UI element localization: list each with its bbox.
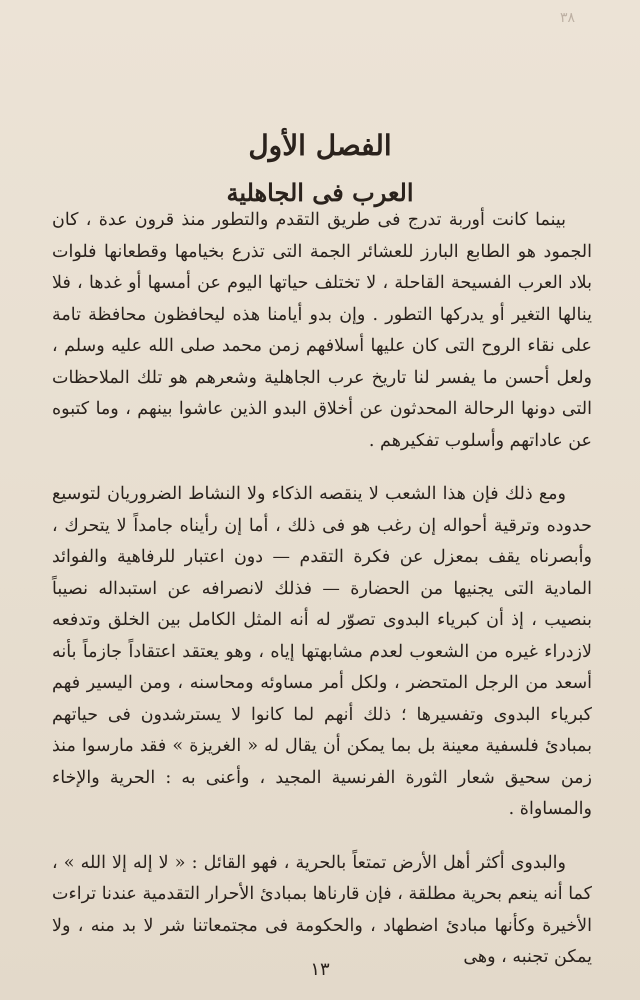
body-text bbox=[52, 205, 592, 974]
paragraph-2: ومع ذلك فإن هذا الشعب لا ينقصه الذكاء ولا النشاط الضروريان لتوسيع حدوده وترقية أحواله إن رغب هو فى ذلك ، أما إن رأيناه جامداً لا يتحرك ، وأبصرناه يقف بمعزل عن فكرة التقدم — دون اعتبار للرفاهية والفوائد المادية التى يجنيها من الحضارة — فذلك لانصرافه عن استبداله نصيباً بنصيب ، إذ أن كبرياء البدوى تصوّر له أنه المثل الكامل بين الخلق وتدفعه لازدراء غيره من الشعوب لعدم مشابهتها إياه ، وهو يعتقد اعتقاداً جازماً بأنه أسعد من الرجل المتحضر ، ولكل أمر مساوئه ومحاسنه ، ومن اليسير فهم كبرياء البدوى وتفسيرها ؛ ذلك أنهم لما كانوا لا يسترشدون فى حياتهم بمبادئ فلسفية معينة بل بما يمكن أن يقال له « الغريزة » فقد مارسوا منذ زمن سحيق شعار الثورة الفرنسية المجيد ، وأعنى به : الحرية والإخاء والمساواة . bbox=[52, 484, 592, 819]
chapter-heading: الفصل الأول bbox=[248, 128, 392, 162]
page-number: ١٣ bbox=[310, 959, 330, 980]
chapter-title: العرب فى الجاهلية bbox=[226, 177, 414, 207]
paragraph-3: والبدوى أكثر أهل الأرض تمتعاً بالحرية ، فهو القائل : « لا إله إلا الله » ، كما أنه ينعم بحرية مطلقة ، فإن قارناها بمبادئ الأحرار التقدمية عندنا تراءت الأخيرة وكأنها مبادئ اضطهاد ، والحكومة فى مجتمعاتنا شر لا بد منه ، ولا يمكن تجنبه ، وهى bbox=[52, 852, 592, 967]
faded-page-mark: ٣٨ bbox=[560, 10, 576, 26]
paragraph-1: بينما كانت أوربة تدرج فى طريق التقدم والتطور منذ قرون عدة ، كان الجمود هو الطابع البارز للعشائر الجمة التى تذرع بخيامها وقطعانها فلوات بلاد العرب الفسيحة القاحلة ، لا تختلف حياتها اليوم عن أمسها أو غدها ، فلا ينالها التغير أو يدركها التطور . وإن بدو أيامنا هذه ليحافظون محافظة تامة على نقاء الروح التى كان عليها أسلافهم زمن محمد صلى الله عليه وسلم ، ولعل أحسن ما يفسر لنا تاريخ عرب الجاهلية وشعرهم هو تلك الملاحظات التى دونها الرحالة المحدثون عن أخلاق البدو الذين عاشوا بينهم ، وما كتبوه عن عاداتهم وأسلوب تفكيرهم . bbox=[52, 210, 592, 451]
